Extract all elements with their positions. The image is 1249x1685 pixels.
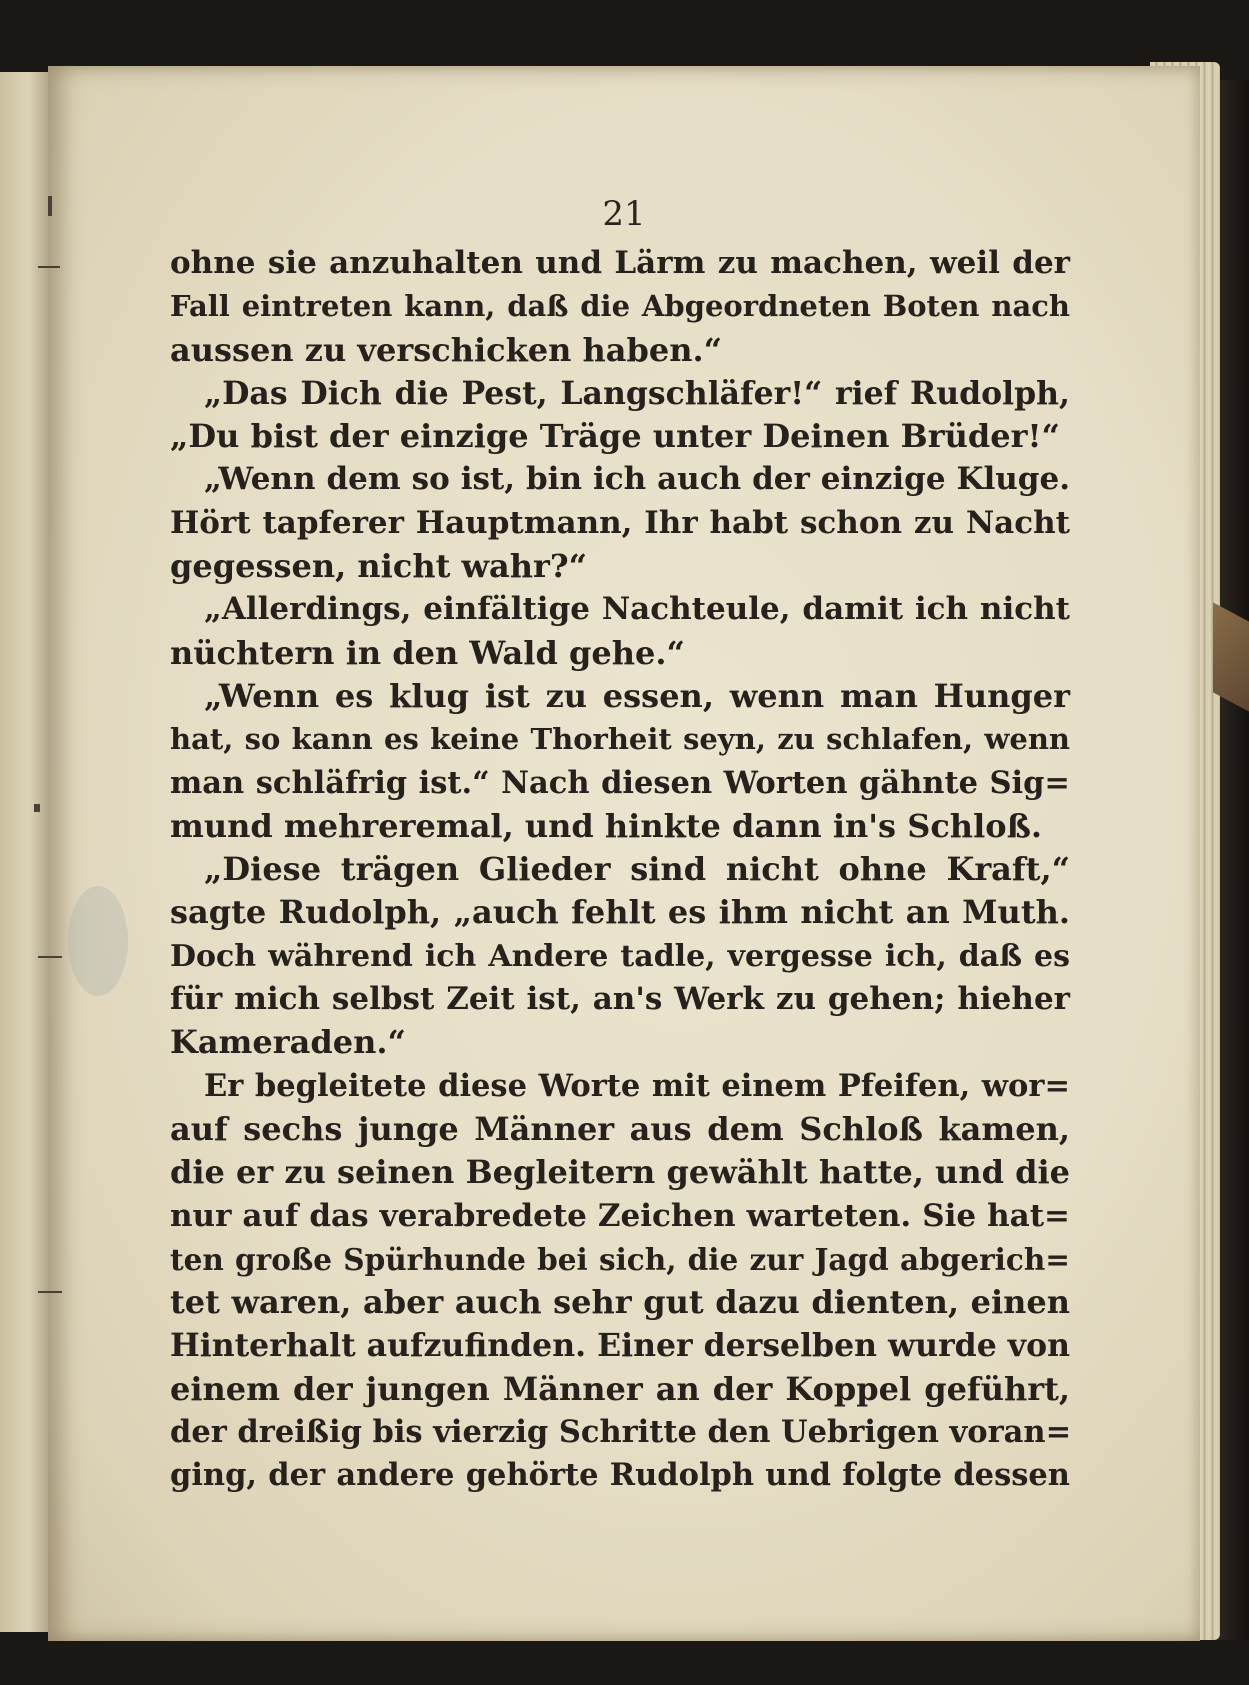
text-line: ten große Spürhunde bei sich, die zur Jagd abgerich=	[170, 1241, 1070, 1277]
text-line: „Du bist der einzige Träge unter Deinen Brüder!“	[170, 417, 1060, 456]
text-line: Kameraden.“	[170, 1023, 406, 1062]
text-line: „Wenn es klug ist zu essen, wenn man Hunger	[204, 676, 1070, 715]
text-line: tet waren, aber auch sehr gut dazu dienten, einen	[170, 1283, 1070, 1322]
body-text	[170, 242, 1070, 1498]
binding-shadow	[1217, 80, 1249, 1640]
page-number: 21	[602, 194, 646, 234]
page-stain	[68, 886, 128, 996]
text-line: hat, so kann es keine Thorheit seyn, zu schlafen, wenn	[170, 722, 1070, 757]
text-line: einem der jungen Männer an der Koppel geführt,	[170, 1369, 1070, 1408]
text-line: nüchtern in den Wald gehe.“	[170, 633, 685, 672]
text-line: ging, der andere gehörte Rudolph und folgte dessen	[170, 1457, 1070, 1494]
bookmark-tab	[1213, 602, 1249, 711]
text-line: Er begleitete diese Worte mit einem Pfeifen, wor=	[204, 1067, 1070, 1104]
text-line: Doch während ich Andere tadle, vergesse ich, daß es	[170, 938, 1070, 974]
margin-mark	[34, 804, 40, 812]
text-line: ohne sie anzuhalten und Lärm zu machen, weil der	[170, 245, 1070, 281]
text-line: Hört tapferer Hauptmann, Ihr habt schon zu Nacht	[170, 504, 1070, 541]
text-line: „Wenn dem so ist, bin ich auch der einzige Kluge.	[204, 461, 1070, 498]
text-line: gegessen, nicht wahr?“	[170, 547, 588, 586]
text-line: Fall eintreten kann, daß die Abgeordneten Boten nach	[170, 289, 1070, 324]
text-line: aussen zu verschicken haben.“	[170, 330, 723, 369]
text-line: der dreißig bis vierzig Schritte den Uebrigen voran=	[170, 1414, 1072, 1451]
text-line: „Allerdings, einfältige Nachteule, damit ich nicht	[204, 591, 1070, 628]
text-line: Hinterhalt aufzufinden. Einer derselben wurde von	[170, 1327, 1070, 1365]
text-line: nur auf das verabredete Zeichen warteten. Sie hat=	[170, 1197, 1070, 1234]
text-line: man schläfrig ist.“ Nach diesen Worten gähnte Sig=	[170, 764, 1070, 801]
text-line: auf sechs junge Männer aus dem Schloß kamen,	[170, 1109, 1070, 1148]
text-line: „Das Dich die Pest, Langschläfer!“ rief Rudolph,	[204, 374, 1070, 412]
text-line: sagte Rudolph, „auch fehlt es ihm nicht an Muth.	[170, 893, 1070, 932]
margin-mark	[38, 266, 60, 268]
margin-mark	[38, 1291, 62, 1293]
text-line: für mich selbst Zeit ist, an's Werk zu gehen; hieher	[170, 981, 1070, 1018]
text-line: die er zu seinen Begleitern gewählt hatte, und die	[170, 1153, 1070, 1192]
previous-page-edge	[0, 72, 52, 1632]
book-page	[48, 66, 1200, 1641]
margin-mark	[38, 956, 62, 958]
text-line: mund mehreremal, und hinkte dann in's Schloß.	[170, 806, 1043, 845]
text-line: „Diese trägen Glieder sind nicht ohne Kraft,“	[204, 850, 1070, 889]
